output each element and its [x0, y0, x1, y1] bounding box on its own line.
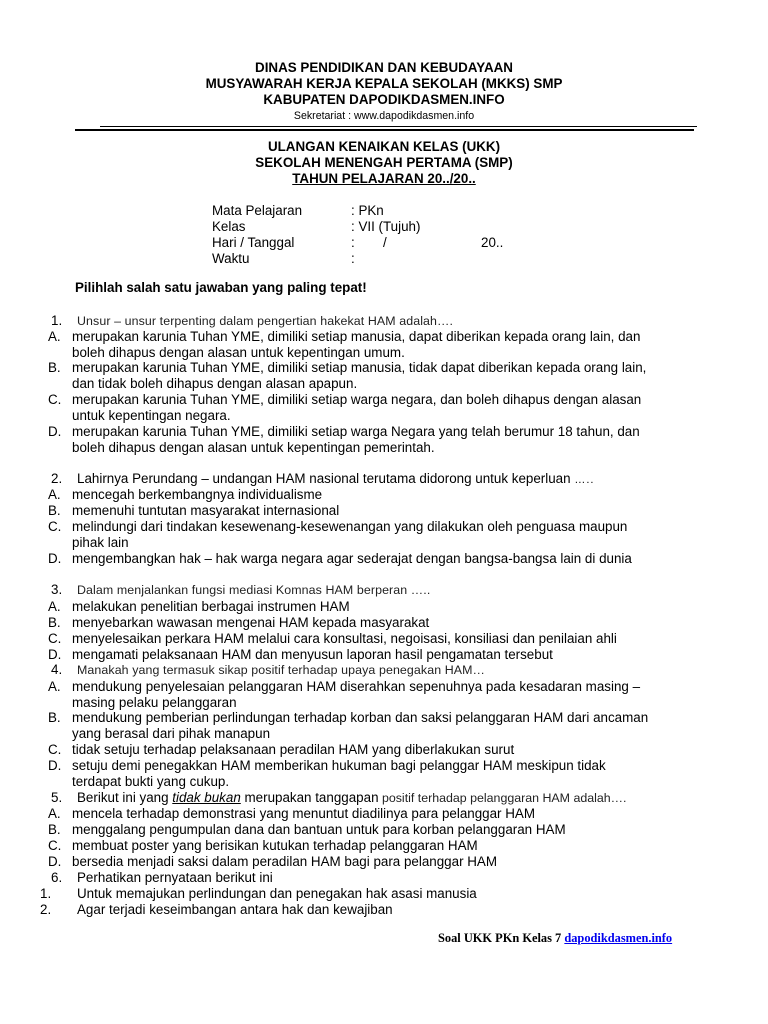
- option-text: memenuhi tuntutan masyarakat internasional: [72, 503, 340, 518]
- option-text: menggalang pengumpulan dana dan bantuan untuk para korban pelanggaran HAM: [72, 822, 566, 837]
- question-text: [77, 471, 697, 488]
- option-line: pihak lain: [72, 535, 129, 550]
- sekretariat-line: Sekretariat : www.dapodikdasmen.info: [293, 110, 475, 122]
- option-letter: C.: [48, 392, 62, 407]
- option-text: mengamati pelaksanaan HAM dan menyusun laporan hasil pengamatan tersebut: [72, 647, 553, 662]
- option-letter: B.: [48, 710, 61, 725]
- exam-title-3: [0, 171, 768, 187]
- question-text-mid: merupakan tanggapan: [240, 790, 379, 805]
- question-number: 1.: [51, 313, 63, 328]
- question-number: 5.: [51, 790, 63, 805]
- question-text-main: Lahirnya Perundang – undangan HAM nasional terutama didorong untuk keperluan: [77, 471, 571, 486]
- option-line: boleh dihapus dengan alasan untuk kepentingan umum.: [72, 345, 405, 360]
- option-text: membuat poster yang berisikan kutukan terhadap pelanggaran HAM: [72, 838, 478, 853]
- option-text: melakukan penelitian berbagai instrumen HAM: [72, 599, 350, 614]
- option-letter: A.: [48, 806, 61, 821]
- option-text: menyelesaikan perkara HAM melalui cara konsultasi, negoisasi, konsiliasi dan penilaian ahli: [72, 631, 617, 646]
- option-letter: B.: [48, 503, 61, 518]
- header-line-2: MUSYAWARAH KERJA KEPALA SEKOLAH (MKKS) SMP: [205, 76, 563, 91]
- question-text: Dalam menjalankan fungsi mediasi Komnas HAM berperan …..: [77, 583, 431, 597]
- question-text-before: Berikut ini yang: [77, 790, 173, 805]
- option-letter: A.: [48, 679, 61, 694]
- statement-text: Untuk memajukan perlindungan dan penegakan hak asasi manusia: [77, 886, 477, 901]
- option-text: [72, 360, 694, 392]
- question-emphasis: tidak bukan: [172, 790, 241, 805]
- option-letter: A.: [48, 329, 61, 344]
- question-number: 6.: [51, 870, 63, 885]
- kelas-value: : VII (Tujuh): [351, 219, 421, 234]
- option-line: merupakan karunia Tuhan YME, dimiliki setiap warga negara, dan boleh dihapus dengan alasan: [72, 392, 642, 407]
- header-line-1: DINAS PENDIDIKAN DAN KEBUDAYAAN: [255, 60, 513, 75]
- option-text: [72, 424, 694, 456]
- header-rule-thin: [100, 126, 697, 127]
- hari-label: Hari / Tanggal: [212, 235, 295, 250]
- question-number: 2.: [51, 471, 63, 486]
- option-letter: B.: [48, 360, 61, 375]
- question-text-after: positif terhadap pelanggaran HAM adalah….: [378, 791, 627, 805]
- option-line: mendukung penyelesaian pelanggaran HAM diserahkan sepenuhnya pada kesadaran masing –: [72, 679, 641, 694]
- option-text: [72, 329, 694, 361]
- question-text: [77, 790, 697, 806]
- option-text: tidak setuju terhadap pelaksanaan peradilan HAM yang diberlakukan surut: [72, 742, 515, 757]
- option-text: mencela terhadap demonstrasi yang menuntut diadilinya para pelanggar HAM: [72, 806, 535, 821]
- option-letter: C.: [48, 742, 62, 757]
- option-line: merupakan karunia Tuhan YME, dimiliki setiap manusia, dapat diberikan kepada orang lain, dan: [72, 329, 641, 344]
- option-text: bersedia menjadi saksi dalam peradilan HAM bagi para pelanggar HAM: [72, 854, 498, 869]
- option-line: terdapat bukti yang cukup.: [72, 774, 230, 789]
- option-line: masing pelaku pelanggaran: [72, 695, 237, 710]
- option-letter: D.: [48, 424, 62, 439]
- waktu-label: Waktu: [212, 251, 250, 266]
- header-rule-thick: [75, 129, 694, 131]
- waktu-colon: :: [351, 251, 355, 266]
- question-ellipsis: …..: [574, 474, 595, 486]
- exam-title-2: SEKOLAH MENENGAH PERTAMA (SMP): [255, 155, 513, 170]
- option-letter: C.: [48, 631, 62, 646]
- option-text: [72, 710, 694, 742]
- header-line-3: KABUPATEN DAPODIKDASMEN.INFO: [263, 92, 505, 107]
- page-footer: [438, 930, 672, 946]
- hari-year: 20..: [481, 235, 504, 250]
- option-text: [72, 679, 694, 711]
- option-text: [72, 758, 694, 790]
- option-text: [72, 519, 694, 551]
- question-number: 4.: [51, 662, 63, 677]
- footer-label: Soal UKK PKn Kelas 7: [438, 931, 562, 945]
- question-number: 3.: [51, 582, 63, 597]
- option-letter: D.: [48, 551, 62, 566]
- option-text: [72, 392, 694, 424]
- hari-colon: :: [351, 235, 355, 250]
- option-line: mendukung pemberian perlindungan terhadap korban dan saksi pelanggaran HAM dari ancaman: [72, 710, 649, 725]
- option-letter: B.: [48, 615, 61, 630]
- option-letter: C.: [48, 519, 62, 534]
- option-line: melindungi dari tindakan kesewenang-kesewenangan yang dilakukan oleh penguasa maupun: [72, 519, 628, 534]
- option-line: merupakan karunia Tuhan YME, dimiliki setiap warga Negara yang telah berumur 18 tahun, dan: [72, 424, 640, 439]
- option-line: dan tidak boleh dihapus dengan alasan apapun.: [72, 376, 358, 391]
- question-text: Unsur – unsur terpenting dalam pengertian hakekat HAM adalah….: [77, 314, 454, 328]
- option-text: menyebarkan wawasan mengenai HAM kepada masyarakat: [72, 615, 430, 630]
- option-text: mengembangkan hak – hak warga negara agar sederajat dengan bangsa-bangsa lain di dunia: [72, 551, 632, 566]
- hari-slash: /: [383, 235, 387, 250]
- option-letter: B.: [48, 822, 61, 837]
- question-text: Perhatikan pernyataan berikut ini: [77, 870, 273, 885]
- statement-number: 2.: [40, 902, 52, 917]
- exam-title-1: ULANGAN KENAIKAN KELAS (UKK): [267, 139, 501, 154]
- option-line: merupakan karunia Tuhan YME, dimiliki setiap manusia, tidak dapat diberikan kepada orang lain,: [72, 360, 647, 375]
- statement-text: Agar terjadi keseimbangan antara hak dan kewajiban: [77, 902, 393, 917]
- option-line: untuk kepentingan negara.: [72, 408, 231, 423]
- option-line: yang berasal dari pihak manapun: [72, 726, 271, 741]
- option-letter: D.: [48, 854, 62, 869]
- option-letter: A.: [48, 487, 61, 502]
- footer-link[interactable]: dapodikdasmen.info: [564, 931, 673, 945]
- instruction: Pilihlah salah satu jawaban yang paling tepat!: [75, 280, 367, 295]
- mapel-value: : PKn: [351, 203, 384, 218]
- option-line: setuju demi penegakkan HAM memberikan hukuman bagi pelanggar HAM meskipun tidak: [72, 758, 606, 773]
- kelas-label: Kelas: [212, 219, 246, 234]
- option-text: mencegah berkembangnya individualisme: [72, 487, 323, 502]
- mapel-label: Mata Pelajaran: [212, 203, 303, 218]
- option-letter: A.: [48, 599, 61, 614]
- option-letter: C.: [48, 838, 62, 853]
- option-letter: D.: [48, 647, 62, 662]
- option-line: boleh dihapus dengan alasan untuk kepentingan pemerintah.: [72, 440, 435, 455]
- option-letter: D.: [48, 758, 62, 773]
- exam-title-3-text: TAHUN PELAJARAN 20../20..: [292, 171, 476, 186]
- statement-number: 1.: [40, 886, 52, 901]
- question-text: Manakah yang termasuk sikap positif terhadap upaya penegakan HAM…: [77, 663, 486, 677]
